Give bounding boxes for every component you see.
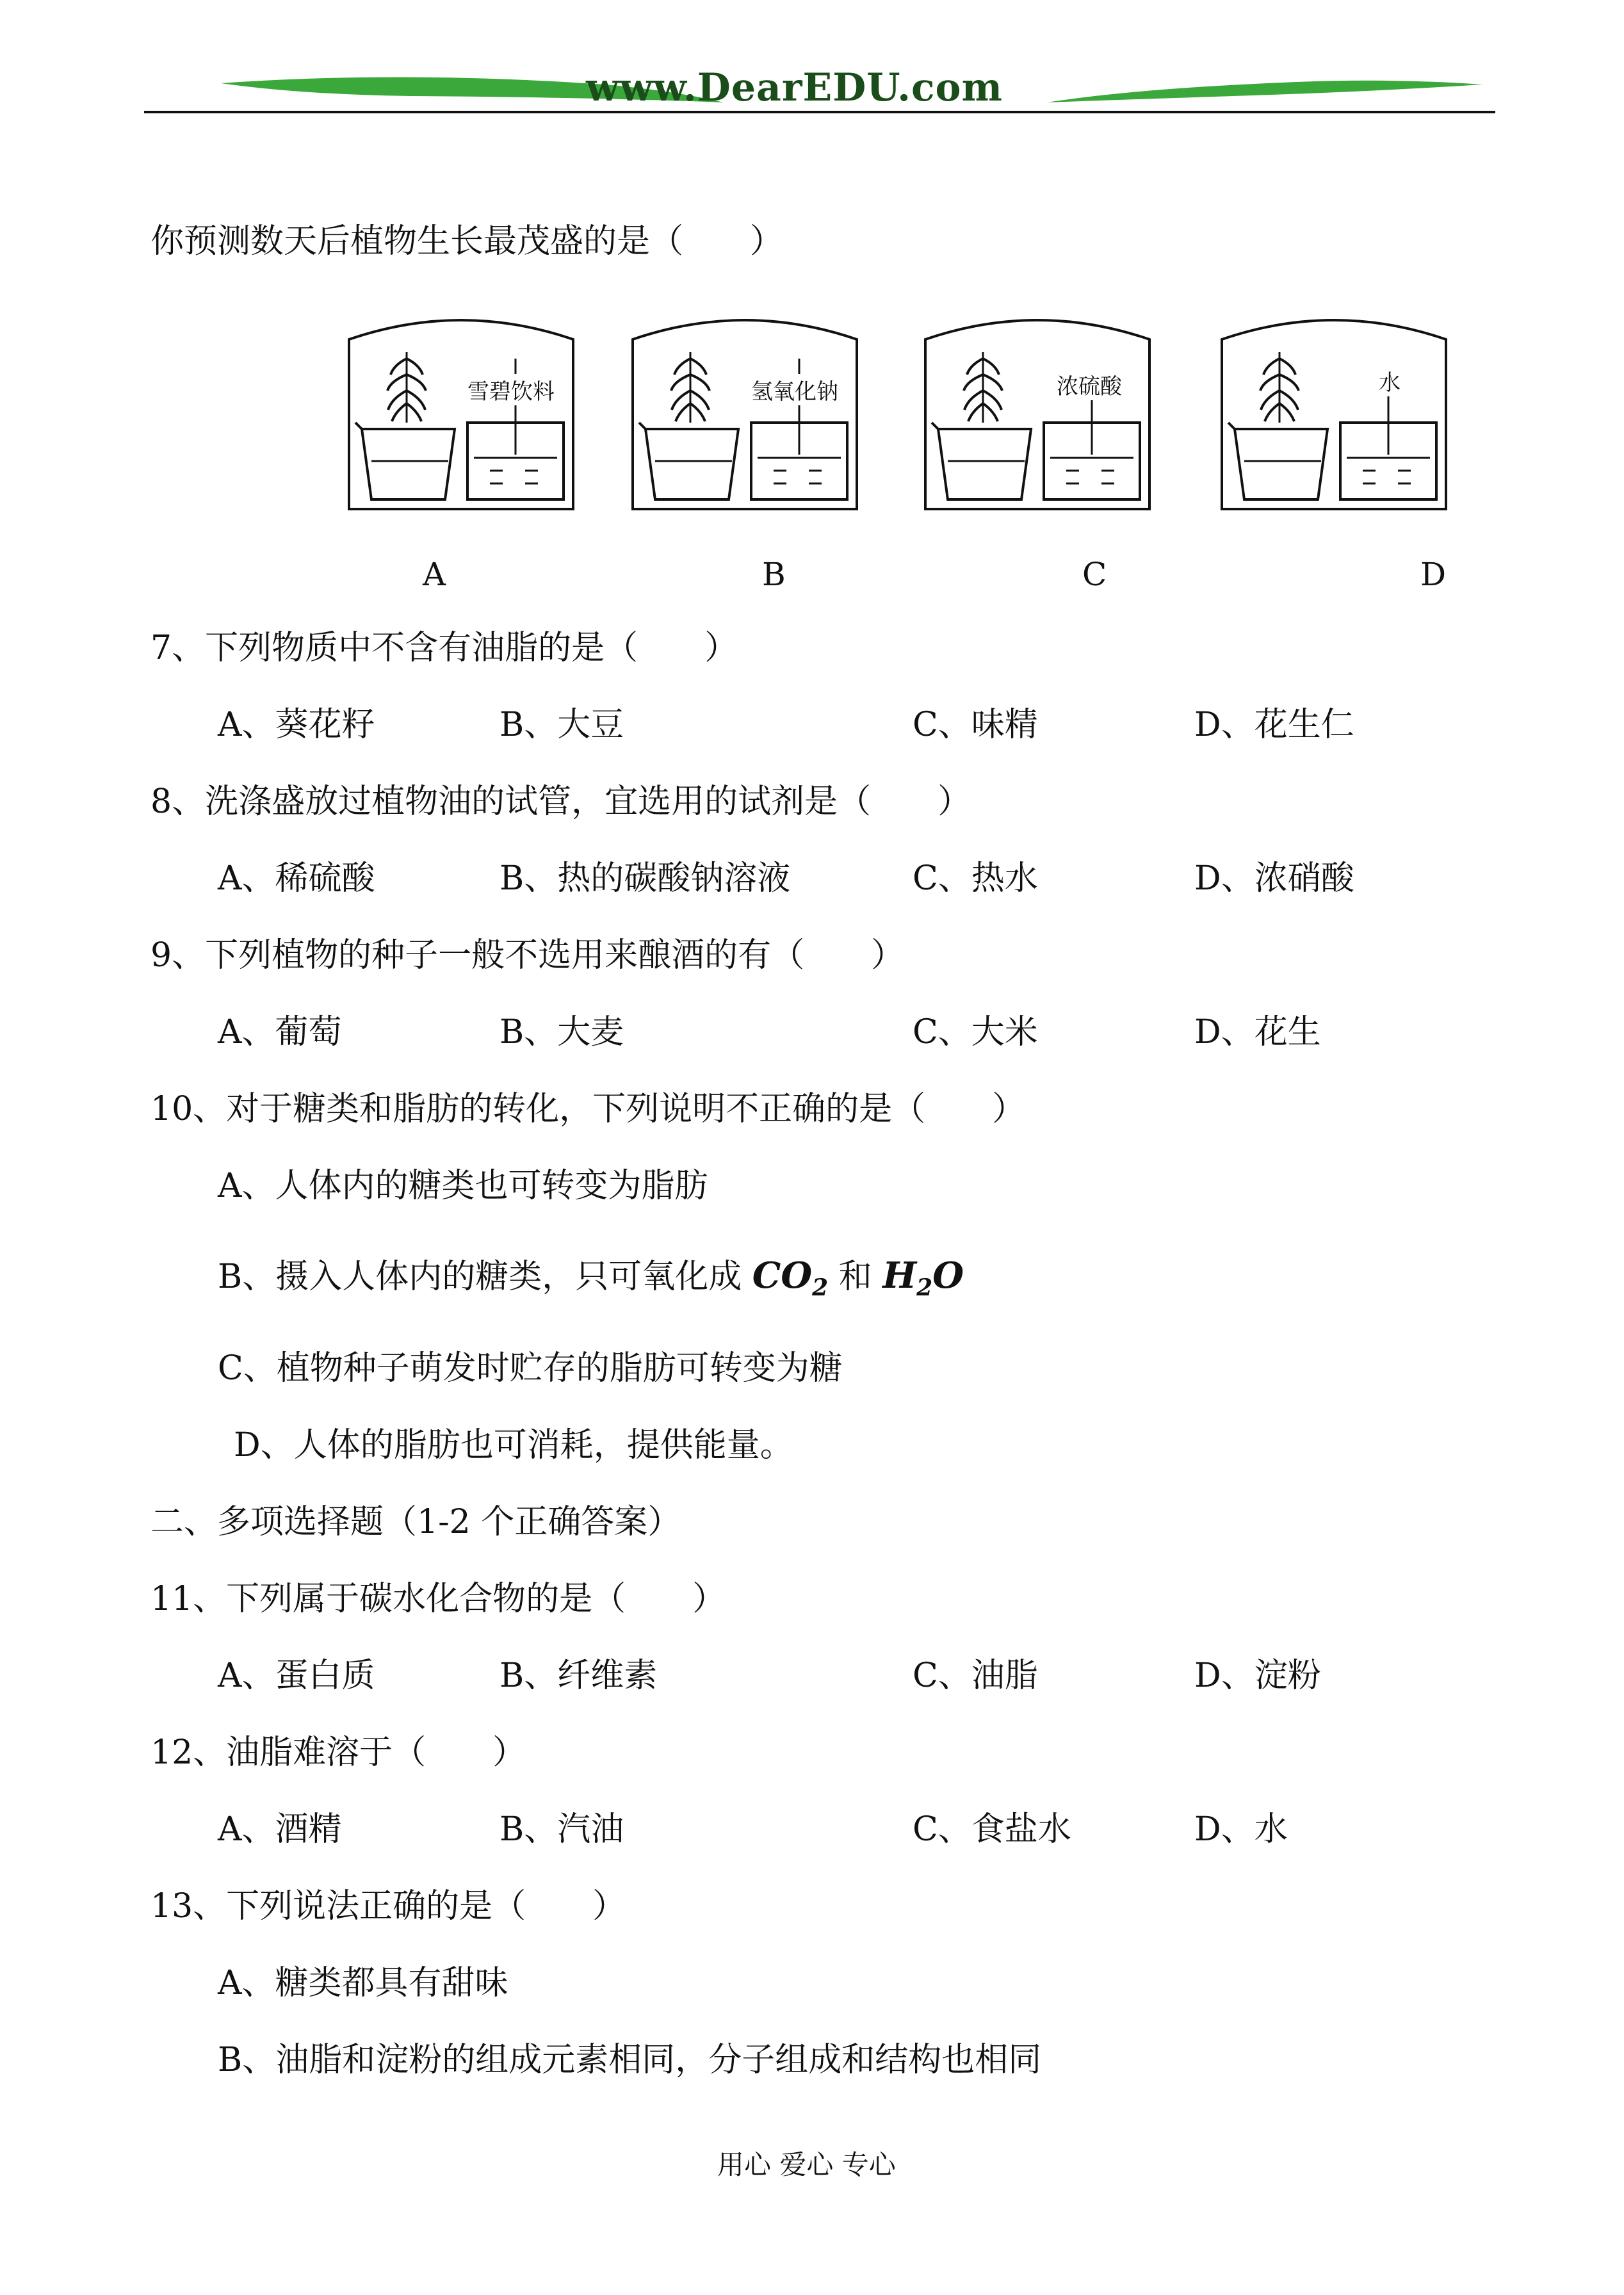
q7-stem: 7、下列物质中不含有油脂的是（ ） bbox=[150, 629, 738, 667]
q11-option-b: B、纤维素 bbox=[499, 1657, 658, 1695]
figure-a-label: 雪碧饮料 bbox=[466, 374, 556, 405]
section-2-heading: 二、多项选择题（1-2 个正确答案） bbox=[150, 1503, 681, 1541]
q9-option-c: C、大米 bbox=[913, 1013, 1038, 1051]
q7-option-c: C、味精 bbox=[913, 706, 1038, 744]
q8-option-a: A、稀硫酸 bbox=[218, 859, 375, 898]
q7-option-d: D、花生仁 bbox=[1194, 706, 1354, 744]
figure-d-label: 水 bbox=[1377, 365, 1402, 396]
q10-option-a: A、人体内的糖类也可转变为脂肪 bbox=[218, 1167, 708, 1205]
q6-stem: 你预测数天后植物生长最茂盛的是（ ） bbox=[150, 222, 784, 261]
q10-stem: 10、对于糖类和脂肪的转化，下列说明不正确的是（ ） bbox=[150, 1090, 1026, 1128]
formula-co2: $CO_2$ bbox=[752, 1254, 829, 1302]
figure-b bbox=[629, 314, 860, 512]
figure-c-caption: C bbox=[1082, 556, 1107, 593]
q8-option-d: D、浓硝酸 bbox=[1194, 859, 1354, 898]
figure-a-caption: A bbox=[423, 556, 446, 593]
q9-stem: 9、下列植物的种子一般不选用来酿酒的有（ ） bbox=[150, 936, 905, 975]
figure-d bbox=[1219, 314, 1449, 512]
q10-option-b-and: 和 bbox=[838, 1258, 872, 1296]
q13-option-a: A、糖类都具有甜味 bbox=[218, 1964, 508, 2002]
q8-option-c: C、热水 bbox=[913, 859, 1038, 898]
figure-c bbox=[922, 314, 1153, 512]
q13-option-b: B、油脂和淀粉的组成元素相同，分子组成和结构也相同 bbox=[218, 2041, 1042, 2079]
q10-option-d: D、人体的脂肪也可消耗，提供能量。 bbox=[234, 1426, 793, 1464]
q8-option-b: B、热的碳酸钠溶液 bbox=[499, 859, 791, 898]
q7-option-b: B、大豆 bbox=[499, 706, 624, 744]
q12-stem: 12、油脂难溶于（ ） bbox=[150, 1733, 526, 1772]
q10-option-b bbox=[218, 1255, 964, 1308]
figure-b-caption: B bbox=[762, 556, 786, 593]
formula-h2o: $H_2O$ bbox=[882, 1254, 964, 1302]
header-divider bbox=[144, 111, 1495, 113]
q9-option-b: B、大麦 bbox=[499, 1013, 624, 1051]
q11-option-d: D、淀粉 bbox=[1194, 1657, 1321, 1695]
q11-option-c: C、油脂 bbox=[913, 1657, 1038, 1695]
q12-option-b: B、汽油 bbox=[499, 1810, 624, 1849]
q11-stem: 11、下列属于碳水化合物的是（ ） bbox=[150, 1580, 726, 1618]
figure-b-label: 氢氧化钠 bbox=[750, 374, 840, 405]
q12-option-d: D、水 bbox=[1194, 1810, 1288, 1849]
q12-option-c: C、食盐水 bbox=[913, 1810, 1071, 1849]
q10-option-b-text: B、摄入人体内的糖类，只可氧化成 bbox=[218, 1258, 742, 1296]
q9-option-a: A、葡萄 bbox=[218, 1013, 342, 1051]
q8-stem: 8、洗涤盛放过植物油的试管，宜选用的试剂是（ ） bbox=[150, 783, 971, 821]
q10-option-c: C、植物种子萌发时贮存的脂肪可转变为糖 bbox=[218, 1349, 843, 1388]
q12-option-a: A、酒精 bbox=[218, 1810, 342, 1849]
q13-stem: 13、下列说法正确的是（ ） bbox=[150, 1887, 626, 1926]
figure-c-label: 浓硫酸 bbox=[1055, 369, 1123, 400]
figure-d-caption: D bbox=[1420, 556, 1447, 593]
q7-option-a: A、葵花籽 bbox=[218, 706, 375, 744]
site-url[interactable]: www.DearEDU.com bbox=[586, 65, 1003, 110]
q9-option-d: D、花生 bbox=[1194, 1013, 1321, 1051]
q11-option-a: A、蛋白质 bbox=[218, 1657, 375, 1695]
figure-a bbox=[346, 314, 576, 512]
page-footer: 用心 爱心 专心 bbox=[717, 2149, 896, 2180]
